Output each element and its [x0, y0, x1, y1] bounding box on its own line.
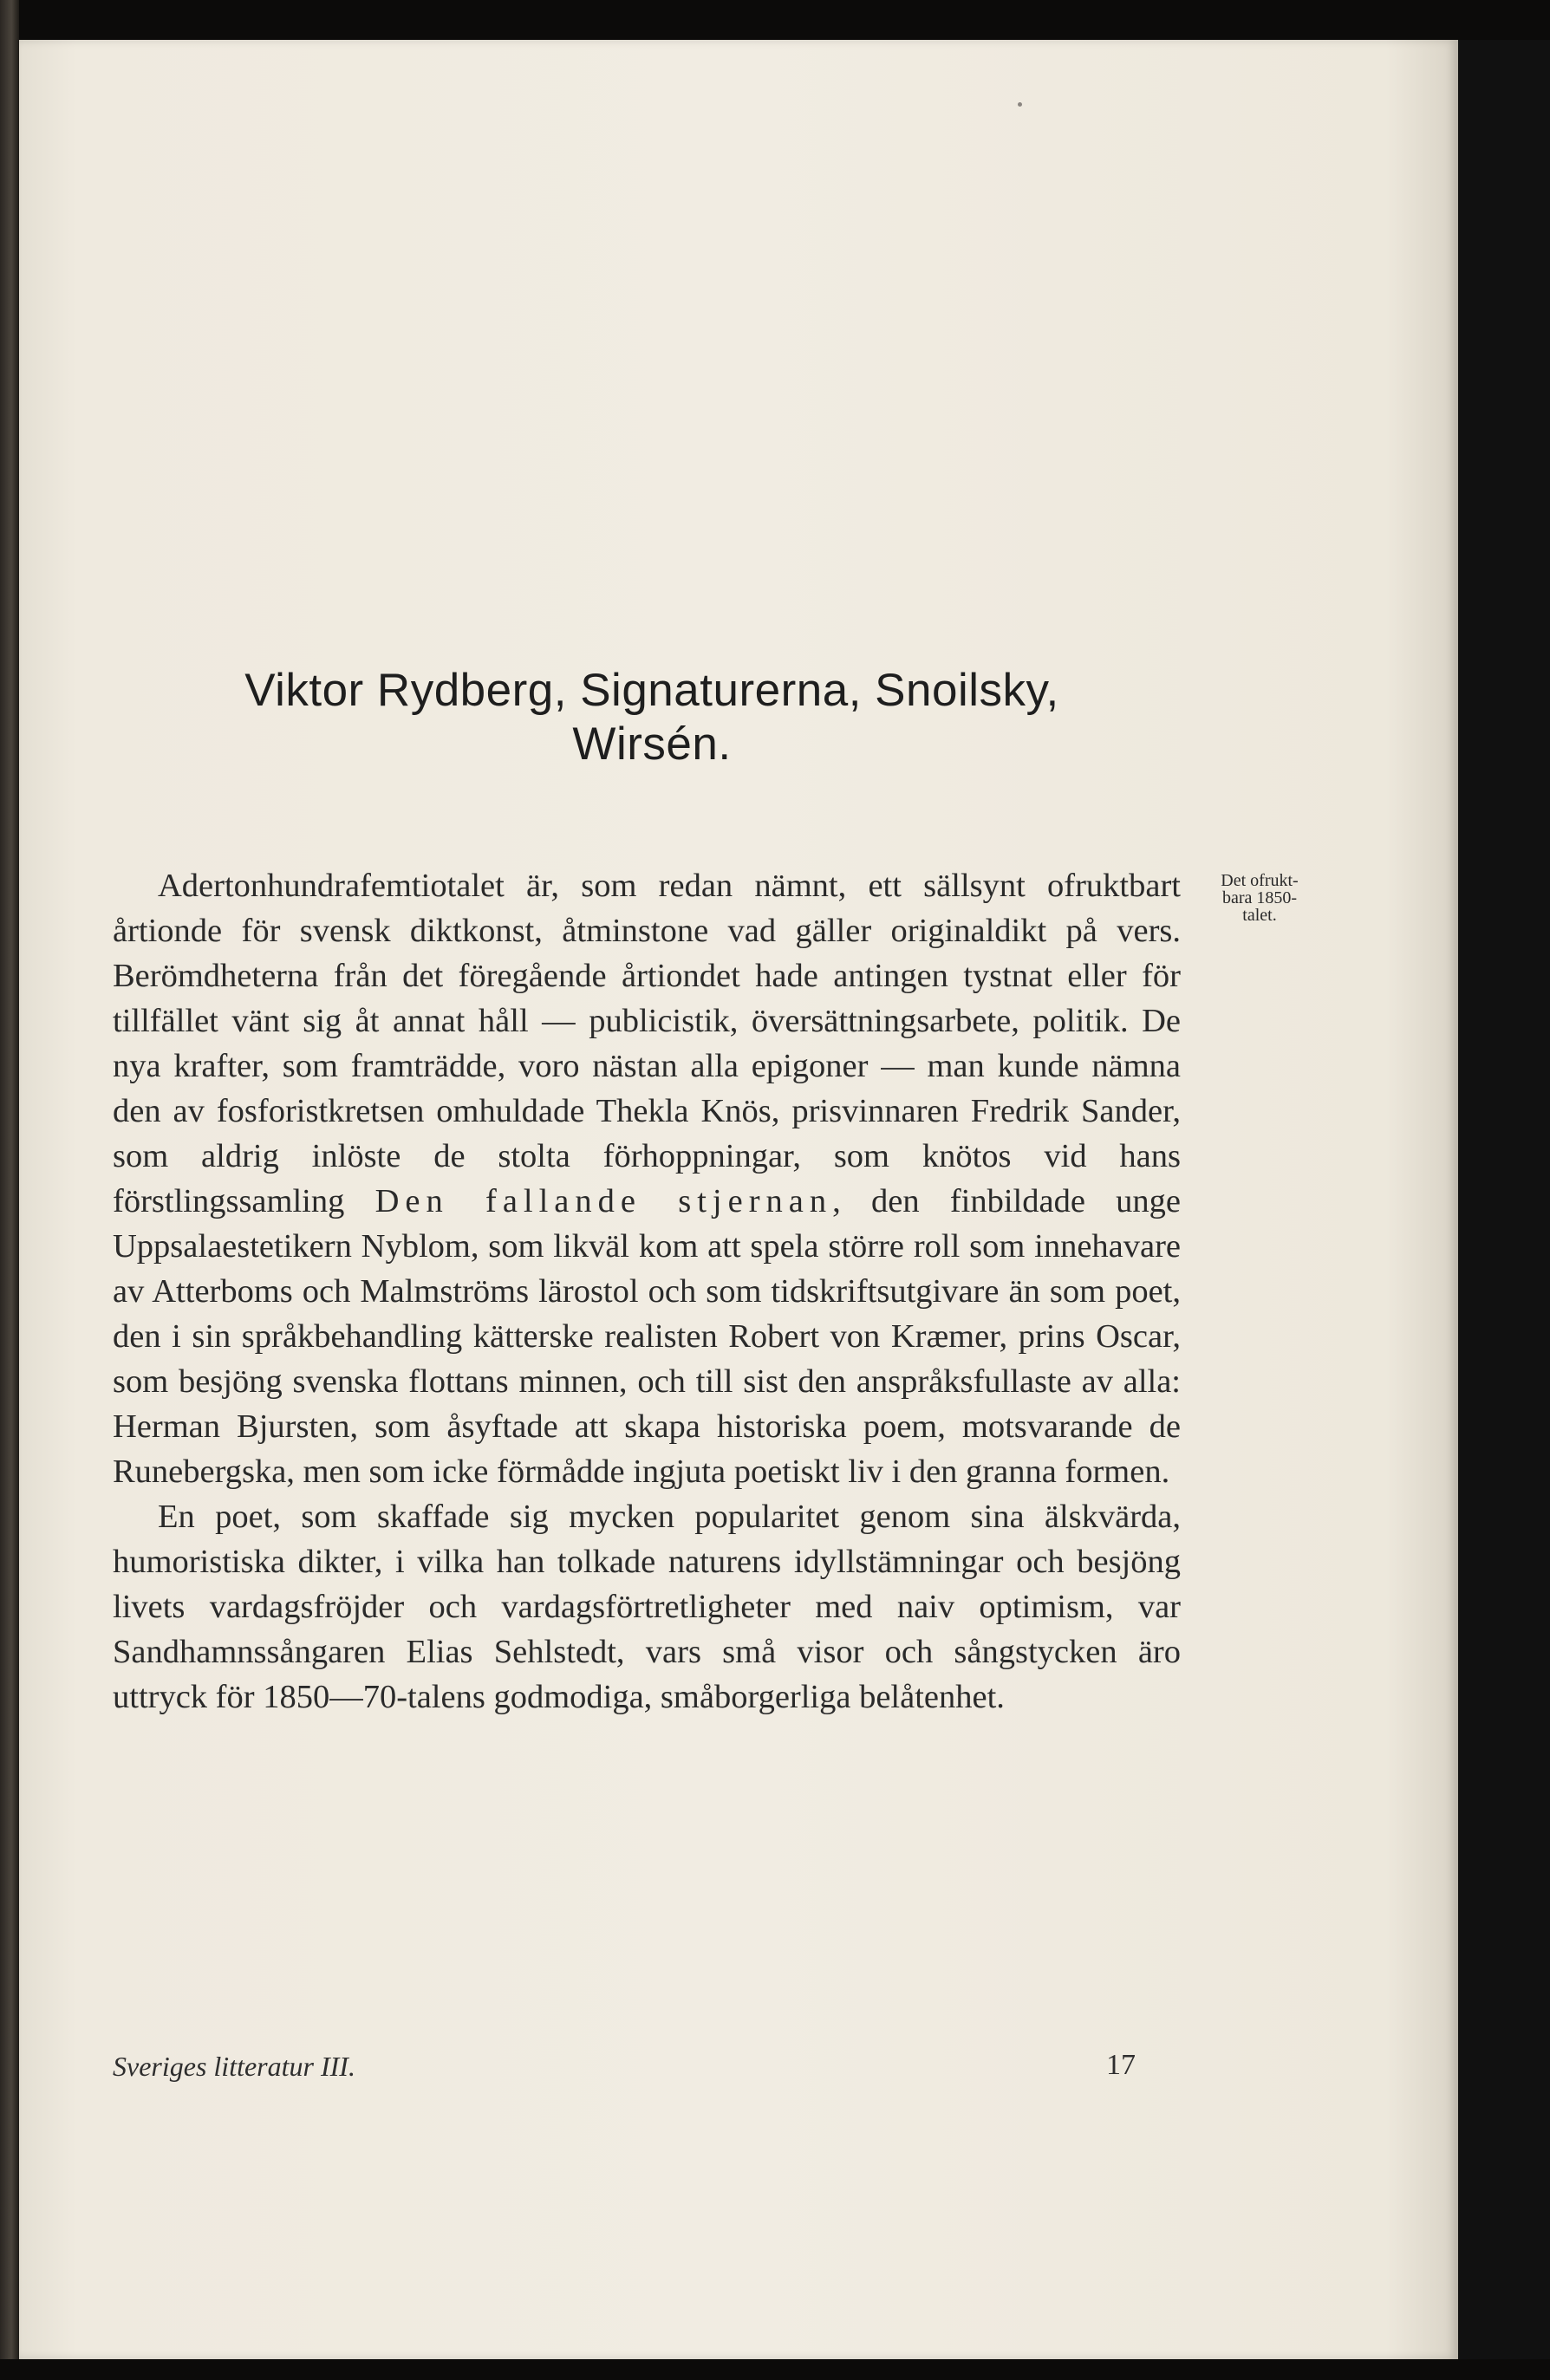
book-title-spaced: Den fallande stjernan	[374, 1183, 833, 1219]
chapter-heading-line-2: Wirsén.	[572, 719, 732, 770]
book-page	[19, 40, 1458, 2359]
book-spine-edge	[0, 0, 19, 2380]
scan-border-top	[0, 0, 1550, 40]
chapter-heading-line-1: Viktor Rydberg, Signaturerna, Snoilsky,	[244, 665, 1059, 716]
margin-note-line-2: bara 1850-	[1221, 888, 1298, 907]
paragraph-2: En poet, som skaffade sig mycken popularitet genom sina älskvärda, humoristiska dikter, i vilka han tolkade naturens idyllstämningar och besjöng livets vardagsfröjder och vardagsförtretligheter med naiv optimism, var Sandhamnssångaren Elias Sehlstedt, vars små visor och sångstycken äro uttryck för 1850—70-talens godmodiga, småborgerliga belåtenhet.	[113, 1499, 1181, 1715]
chapter-heading	[114, 664, 1189, 771]
paragraph-1-part-2: , den finbildade unge Uppsalaestetikern Nyblom, som likväl kom att spela större roll som innehavare av Atterboms och Malmströms lärostol och som tidskriftsutgivare än som poet, den i sin språkbehandling kätterske realisten Robert von Kræmer, prins Oscar, som besjöng svenska flottans minnen, och till sist den anspråksfullaste av alla: Herman Bjursten, som åsyftade att skapa historiska poem, motsvarande de Runebergska, men som icke förmådde ingjuta poetiskt liv i den granna formen.	[113, 1183, 1181, 1490]
margin-note-line-1: Det ofrukt-	[1221, 871, 1299, 890]
margin-note-line-3: talet.	[1242, 906, 1277, 925]
page-number: 17	[1106, 2049, 1136, 2081]
paragraph-1	[113, 863, 1181, 1494]
paragraph-1-part-1: Adertonhundrafemtiotalet är, som redan nämnt, ett sällsynt ofruktbart årtionde för svensk diktkonst, åtminstone vad gäller originaldikt på vers. Berömdheterna från det föregående årtiondet hade antingen tystnat eller för tillfället vänt sig åt annat håll — publicistik, översättningsarbete, politik. De nya krafter, som framträdde, voro nästan alla epigoner — man kunde nämna den av fosforistkretsen omhuldade Thekla Knös, prisvinnaren Fredrik Sander, som aldrig inlöste de stolta förhoppningar, som knötos vid hans förstlingssamling	[113, 868, 1181, 1219]
paper-speck	[1018, 102, 1022, 107]
body-text	[113, 863, 1181, 1720]
signature-mark: Sveriges litteratur III.	[113, 2051, 355, 2082]
scan-border-bottom	[0, 2359, 1550, 2380]
margin-note	[1195, 872, 1325, 924]
